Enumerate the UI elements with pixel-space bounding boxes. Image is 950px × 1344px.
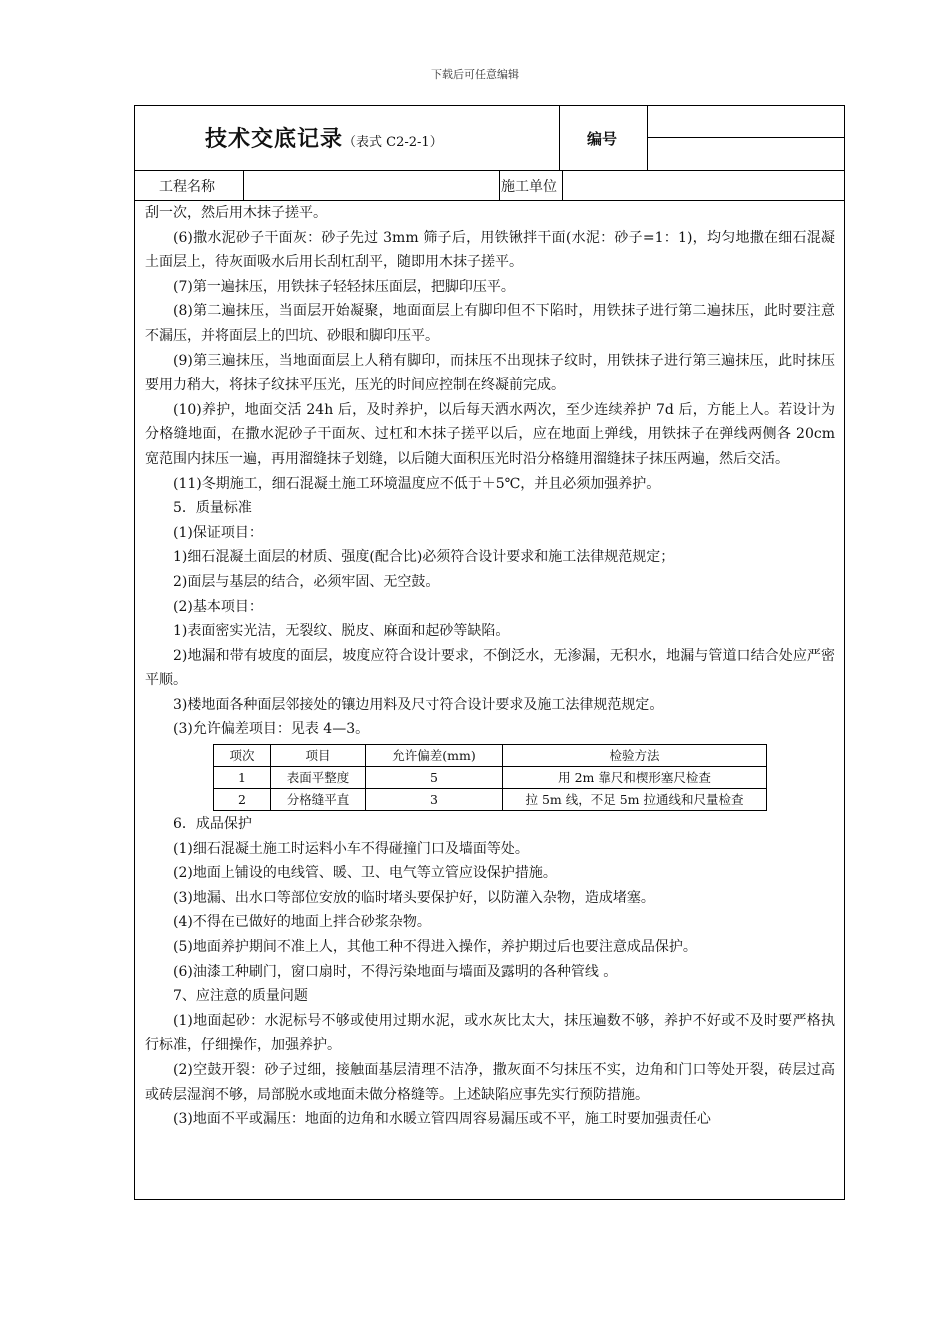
title-text: 技术交底记录 <box>205 127 344 152</box>
paragraph: (2)地面上铺设的电线管、暖、卫、电气等立管应设保护措施。 <box>173 865 557 882</box>
paragraph: 1)表面密实光洁，无裂纹、脱皮、麻面和起砂等缺陷。 <box>173 623 510 640</box>
disclosure-content <box>145 201 835 1132</box>
col-header-index: 项次 <box>214 745 271 767</box>
construction-unit-label: 施工单位 <box>501 179 557 195</box>
paragraph: 5．质量标准 <box>173 500 252 517</box>
row-tolerance: 5 <box>366 767 503 789</box>
paragraph: 2)地漏和带有坡度的面层，坡度应符合设计要求，不倒泛水，无渗漏，无积水，地漏与管道口结合处应严密平顺。 <box>145 647 835 689</box>
paragraph: (11)冬期施工，细石混凝土施工环境温度应不低于＋5℃，并且必须加强养护。 <box>173 475 661 492</box>
title-right-line <box>559 106 560 170</box>
project-label-right-line <box>243 170 244 200</box>
paragraph: 1)细石混凝土面层的材质、强度(配合比)必须符合设计要求和施工法律规范规定； <box>173 549 675 566</box>
paragraph: (10)养护，地面交活 24h 后，及时养护，以后每天洒水两次，至少连续养护 7d 后，方能上人。若设计为分格缝地面，在撒水泥砂子干面灰、过杠和木抹子搓平以后，应在地面上弹线，用铁抹子在弹线两侧各 20cm 宽范围内抹压一遍，再用溜缝抹子划缝，以后随大面积压光时沿分格缝用溜缝抹子抹压两遍，然后交活。 <box>145 401 835 467</box>
record-form <box>134 105 845 1200</box>
content-paragraphs <box>145 201 835 742</box>
unit-label-right-line <box>562 170 563 200</box>
paragraph: (1)地面起砂：水泥标号不够或使用过期水泥，或水灰比太大，抹压遍数不够，养护不好或不及时要严格执行标准，仔细操作，加强养护。 <box>145 1012 835 1054</box>
deviation-table <box>213 744 767 811</box>
paragraph: 7、应注意的质量问题 <box>173 988 308 1005</box>
row-method: 拉 5m 线，不足 5m 拉通线和尺量检查 <box>503 789 767 811</box>
row-item: 分格缝平直 <box>271 789 366 811</box>
deviation-table-header <box>214 745 767 767</box>
project-value-right-line <box>499 170 500 200</box>
row-item: 表面平整度 <box>271 767 366 789</box>
paragraph: 3)楼地面各种面层邻接处的镶边用料及尺寸符合设计要求及施工法律规范规定。 <box>173 696 664 713</box>
paragraph: (2)空鼓开裂：砂子过细，接触面基层清理不洁净，撒灰面不匀抹压不实，边角和门口等处开裂，砖层过高或砖层湿润不够，局部脱水或地面未做分格缝等。上述缺陷应事先实行预防措施。 <box>145 1062 835 1103</box>
paragraph: (3)允许偏差项目：见表 4—3。 <box>173 721 370 738</box>
paragraph: (6)油漆工种刷门，窗口扇时，不得污染地面与墙面及露明的各种管线 。 <box>173 963 618 980</box>
paragraph: 刮一次，然后用木抹子搓平。 <box>145 205 327 221</box>
row-tolerance: 3 <box>366 789 503 811</box>
number-cell-divider <box>647 137 844 138</box>
number-label: 编号 <box>587 130 618 148</box>
paragraph: (8)第二遍抹压，当面层开始凝聚，地面面层上有脚印但不下陷时，用铁抹子进行第二遍抹压，此时要注意不漏压，并将面层上的凹坑、砂眼和脚印压平。 <box>145 303 835 344</box>
col-header-item: 项目 <box>271 745 366 767</box>
paragraph: (1)细石混凝土施工时运料小车不得碰撞门口及墙面等处。 <box>173 840 529 857</box>
paragraph: (4)不得在已做好的地面上拌合砂浆杂物。 <box>173 914 431 931</box>
content-paragraphs-after <box>145 812 835 1132</box>
project-name-label: 工程名称 <box>159 179 215 195</box>
table-row <box>214 789 767 811</box>
paragraph: (5)地面养护期间不准上人，其他工种不得进入操作，养护期过后也要注意成品保护。 <box>173 939 697 956</box>
table-row <box>214 767 767 789</box>
row-index: 1 <box>214 767 271 789</box>
paragraph: 6．成品保护 <box>173 816 252 833</box>
paragraph: (6)撒水泥砂子干面灰：砂子先过 3mm 筛子后，用铁锹拌干面(水泥：砂子=1：1)，均匀地撒在细石混凝土面层上，待灰面吸水后用长刮杠刮平，随即用木抹子搓平。 <box>145 229 835 271</box>
row-index: 2 <box>214 789 271 811</box>
paragraph: 2)面层与基层的结合，必须牢固、无空鼓。 <box>173 573 440 590</box>
paragraph: (3)地漏、出水口等部位安放的临时堵头要保护好，以防灌入杂物，造成堵塞。 <box>173 889 655 906</box>
row-method: 用 2m 靠尺和楔形塞尺检查 <box>503 767 767 789</box>
paragraph: (2)基本项目： <box>173 598 263 615</box>
form-title <box>205 122 443 153</box>
col-header-method: 检验方法 <box>503 745 767 767</box>
number-label-right-line <box>647 106 648 170</box>
col-header-tolerance: 允许偏差(mm) <box>366 745 503 767</box>
paragraph: (9)第三遍抹压，当地面面层上人稍有脚印，而抹压不出现抹子纹时，用铁抹子进行第三遍抹压，此时抹压要用力稍大，将抹子纹抹平压光，压光的时间应控制在终凝前完成。 <box>145 352 835 394</box>
download-note: 下载后可任意编辑 <box>431 68 519 81</box>
header-bottom-line <box>135 170 844 171</box>
paragraph: (3)地面不平或漏压：地面的边角和水暖立管四周容易漏压或不平，施工时要加强责任心 <box>173 1111 711 1128</box>
paragraph: (7)第一遍抹压，用铁抹子轻轻抹压面层，把脚印压平。 <box>173 278 515 295</box>
form-code: （表式 C2-2-1） <box>343 135 443 150</box>
paragraph: (1)保证项目： <box>173 524 263 541</box>
